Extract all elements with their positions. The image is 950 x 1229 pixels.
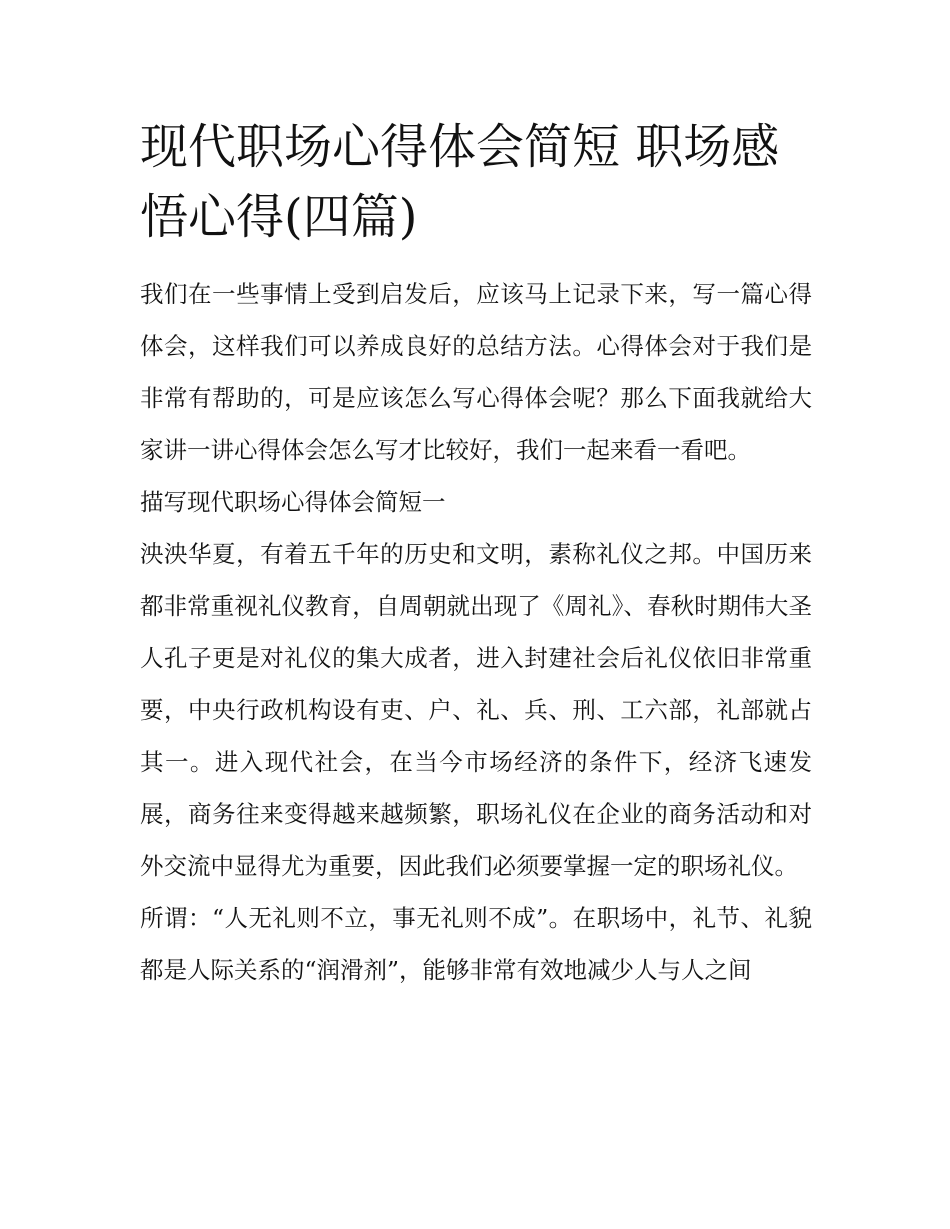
- document-title: 现代职场心得体会简短 职场感悟心得(四篇): [140, 119, 780, 245]
- title-spacer: [140, 252, 812, 268]
- intro-paragraph: 我们在一些事情上受到启发后，应该马上记录下来，写一篇心得体会，这样我们可以养成良好的总结方法。心得体会对于我们是非常有帮助的，可是应该怎么写心得体会呢？那么下面我就给大家讲一讲心得体会怎么写才比较好，我们一起来看一看吧。: [140, 280, 812, 464]
- document-body: [140, 112, 812, 996]
- body-paragraph-1: 泱泱华夏，有着五千年的历史和文明，素称礼仪之邦。中国历来都非常重视礼仪教育，自周朝就出现了《周礼》、春秋时期伟大圣人孔子更是对礼仪的集大成者，进入封建社会后礼仪依旧非常重要，中央行政机构设有吏、户、礼、兵、刑、工六部，礼部就占其一。进入现代社会，在当今市场经济的条件下，经济飞速发展，商务往来变得越来越频繁，职场礼仪在企业的商务活动和对外交流中显得尤为重要，因此我们必须要掌握一定的职场礼仪。: [140, 540, 812, 880]
- section-heading: 描写现代职场心得体会简短一: [140, 488, 446, 516]
- body-paragraph-2: 所谓：“人无礼则不立，事无礼则不成”。在职场中，礼节、礼貌都是人际关系的“润滑剂”，能够非常有效地减少人与人之间: [140, 904, 812, 984]
